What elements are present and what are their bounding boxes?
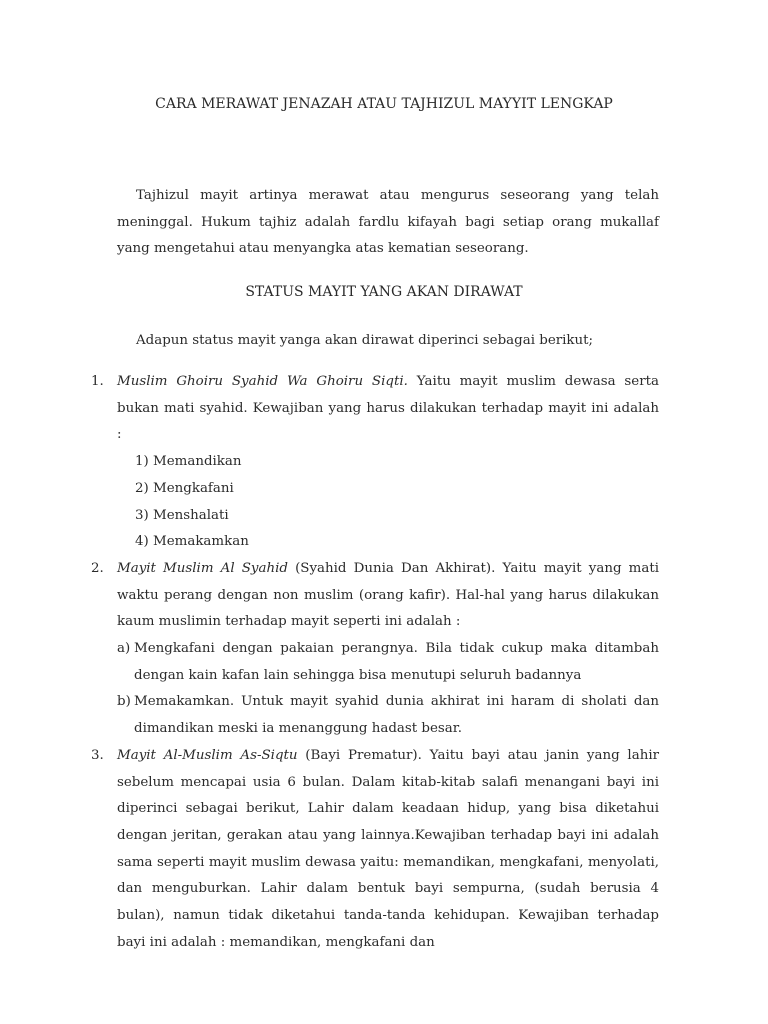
alpha-text: Mengkafani dengan pakaian perangnya. Bila tidak cukup maka ditambah dengan kain kafan lain sehingga bisa menutupi seluruh badannya — [134, 641, 659, 683]
document-title: CARA MERAWAT JENAZAH ATAU TAJHIZUL MAYYIT LENGKAP — [155, 96, 613, 112]
list-number: 1. — [91, 374, 104, 389]
sub-item: 4) Memakamkan — [135, 534, 249, 550]
item-text: (Bayi Prematur). Yaitu bayi atau janin yang lahir sebelum mencapai usia 6 bulan. Dalam kitab-kitab salafi menangani bayi ini diperinci sebagai berikut, Lahir dalam keadaan hidup, yang bisa diketahui dengan jeritan, gerakan atau yang lainnya.Kewajiban terhadap bayi ini adalah sama seperti mayit muslim dewasa yaitu: memandikan, mengkafani, menyolati, dan menguburkan. Lahir dalam bentuk bayi sempurna, (sudah berusia 4 bulan), namun tidak diketahui tanda-tanda kehidupan. Kewajiban terhadap bayi ini adalah : memandikan, mengkafani dan — [117, 747, 659, 950]
alpha-item — [117, 636, 659, 689]
intro-paragraph — [117, 183, 659, 263]
item-term: Mayit Al-Muslim As-Siqtu — [117, 747, 298, 763]
list-item-3 — [0, 743, 659, 957]
item-term: Mayit Muslim Al Syahid — [117, 560, 288, 576]
item-text: (Syahid Dunia Dan Akhirat). Yaitu mayit yang mati waktu perang dengan non muslim (orang kafir). Hal-hal yang harus dilakukan kaum muslimin terhadap mayit seperti ini adalah : — [117, 560, 659, 630]
list-item-2 — [0, 556, 659, 743]
section-heading: STATUS MAYIT YANG AKAN DIRAWAT — [245, 284, 523, 300]
intro-text: Tajhizul mayit artinya merawat atau mengurus seseorang yang telah meninggal. Hukum tajhiz adalah fardlu kifayah bagi setiap orang mukallaf yang mengetahui atau menyangka atas kematian seseorang. — [117, 188, 659, 256]
sub-item: 1) Memandikan — [135, 454, 242, 470]
list-item-1 — [0, 369, 659, 556]
lead-paragraph: Adapun status mayit yanga akan dirawat diperinci sebagai berikut; — [136, 333, 594, 348]
alpha-text: Memakamkan. Untuk mayit syahid dunia akhirat ini haram di sholati dan dimandikan meski ia menanggung hadast besar. — [134, 694, 659, 737]
sub-item: 2) Mengkafani — [135, 480, 234, 496]
alpha-letter: b) — [117, 694, 131, 710]
sub-item: 3) Menshalati — [135, 507, 229, 523]
alpha-letter: a) — [117, 641, 131, 657]
item-term: Muslim Ghoiru Syahid Wa Ghoiru Siqti. — [117, 374, 408, 389]
list-number: 2. — [91, 560, 104, 576]
list-number: 3. — [91, 747, 104, 763]
alpha-item — [117, 689, 659, 742]
status-list — [0, 369, 768, 956]
item-text: Yaitu mayit muslim dewasa serta bukan mati syahid. Kewajiban yang harus dilakukan terhadap mayit ini adalah : — [117, 374, 659, 443]
